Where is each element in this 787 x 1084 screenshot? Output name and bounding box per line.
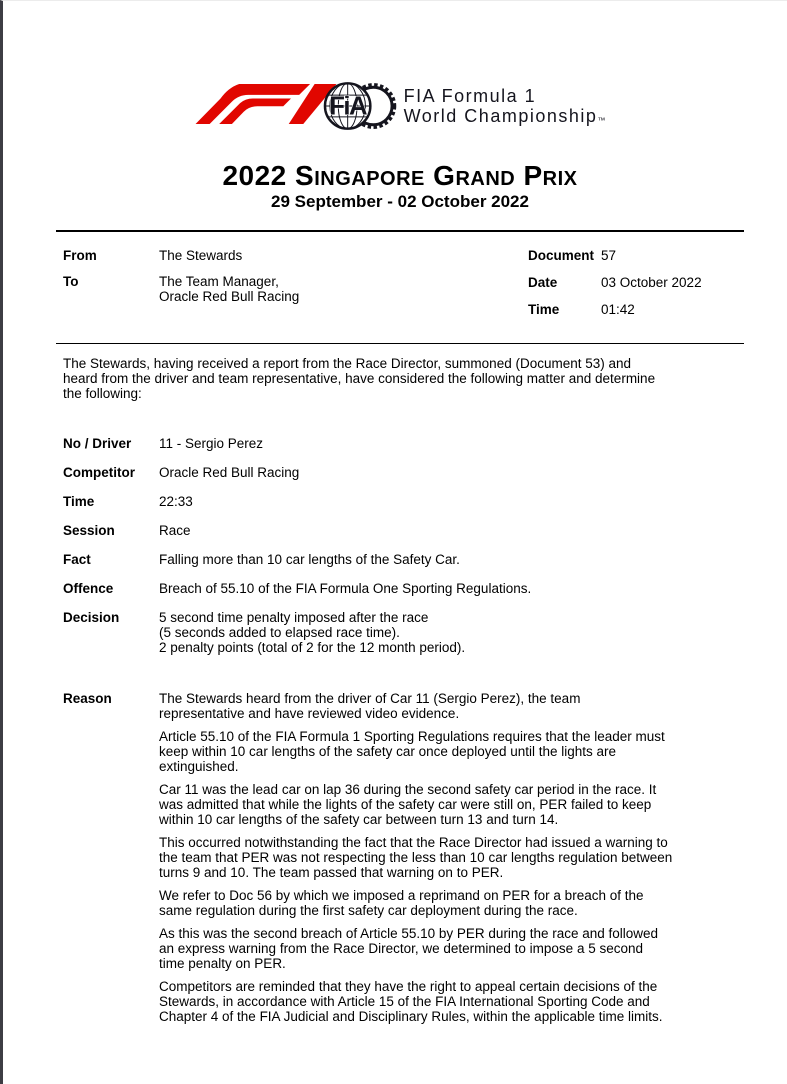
reason-paragraph: The Stewards heard from the driver of Car 11 (Sergio Perez), the team representative and have reviewed video evidence. — [159, 691, 581, 721]
field-label-time: Time — [63, 494, 95, 509]
field-value-fact: Falling more than 10 car lengths of the Safety Car. — [159, 552, 460, 567]
meta-table — [56, 230, 744, 344]
field-value-session: Race — [159, 523, 191, 538]
field-label-decision: Decision — [63, 610, 120, 625]
wordmark-line1: FIA Formula 1 — [403, 86, 537, 106]
wordmark-line2: World Championship™ — [403, 106, 606, 126]
event-date-range: 29 September - 02 October 2022 — [271, 192, 529, 211]
from-value: The Stewards — [159, 248, 243, 263]
field-value-competitor: Oracle Red Bull Racing — [159, 465, 300, 480]
from-label: From — [63, 248, 97, 263]
field-label-reason: Reason — [63, 691, 112, 706]
field-label-competitor: Competitor — [63, 465, 135, 480]
reason-paragraph: As this was the second breach of Article 55.10 by PER during the race and followed an express warning from the Race Director, we determined to impose a 5 second time penalty on PER. — [159, 926, 659, 971]
document-page — [56, 1, 744, 1024]
to-label: To — [63, 274, 79, 289]
meta-left-column — [56, 248, 521, 317]
field-value-offence: Breach of 55.10 of the FIA Formula One Sporting Regulations. — [159, 581, 532, 596]
document-label: Document — [528, 248, 595, 263]
date-value: 03 October 2022 — [601, 275, 702, 290]
fia-globe-logo-icon — [323, 81, 397, 131]
field-label-no-driver: No / Driver — [63, 436, 132, 451]
time-label: Time — [528, 302, 560, 317]
field-value-decision: 5 second time penalty imposed after the race (5 seconds added to elapsed race time). 2 penalty points (total of 2 for the 12 month period). — [159, 610, 466, 655]
event-title: 2022 Singapore Grand Prix — [222, 160, 578, 191]
field-label-fact: Fact — [63, 552, 91, 567]
to-value: The Team Manager, Oracle Red Bull Racing — [159, 274, 300, 304]
title-block — [56, 161, 744, 211]
reason-paragraph: Article 55.10 of the FIA Formula 1 Sporting Regulations requires that the leader must keep within 10 car lengths of the safety car once deployed until the lights are extinguished. — [159, 729, 665, 774]
decision-fields — [56, 436, 744, 1024]
reason-paragraph: Car 11 was the lead car on lap 36 during the second safety car period in the race. It was admitted that while the lights of the safety car were still on, PER failed to keep within 10 car lengths of the safety car between turn 13 and turn 14. — [159, 782, 657, 827]
time-value: 01:42 — [601, 302, 635, 317]
header-logo-row — [56, 1, 744, 131]
field-value-no-driver: 11 - Sergio Perez — [159, 436, 264, 451]
intro-paragraph: The Stewards, having received a report from the Race Director, summoned (Document 53) and heard from the driver and team representative, have considered the following matter and determine the following: — [63, 356, 656, 401]
field-label-offence: Offence — [63, 581, 114, 596]
reason-paragraph: Competitors are reminded that they have the right to appeal certain decisions of the Stewards, in accordance with Article 15 of the FIA International Sporting Code and Chapter 4 of the FIA Judicial and Disciplinary Rules, within the applicable time limits. — [159, 979, 663, 1024]
fia-monogram: FiA — [328, 92, 366, 121]
field-label-session: Session — [63, 523, 115, 538]
championship-wordmark — [404, 86, 606, 131]
document-number: 57 — [601, 248, 617, 263]
reason-paragraph: This occurred notwithstanding the fact that the Race Director had issued a warning to the team that PER was not respecting the less than 10 car lengths regulation between turns 9 and 10. The team passed that warning on to PER. — [159, 835, 673, 880]
reason-paragraph: We refer to Doc 56 by which we imposed a reprimand on PER for a breach of the same regulation during the first safety car deployment during the race. — [159, 888, 644, 918]
meta-right-column — [521, 248, 744, 317]
trademark-symbol: ™ — [597, 116, 606, 125]
field-value-time: 22:33 — [159, 494, 193, 509]
f1-logo-icon — [195, 84, 337, 124]
field-value-reason — [159, 669, 734, 1024]
date-label: Date — [528, 275, 558, 290]
